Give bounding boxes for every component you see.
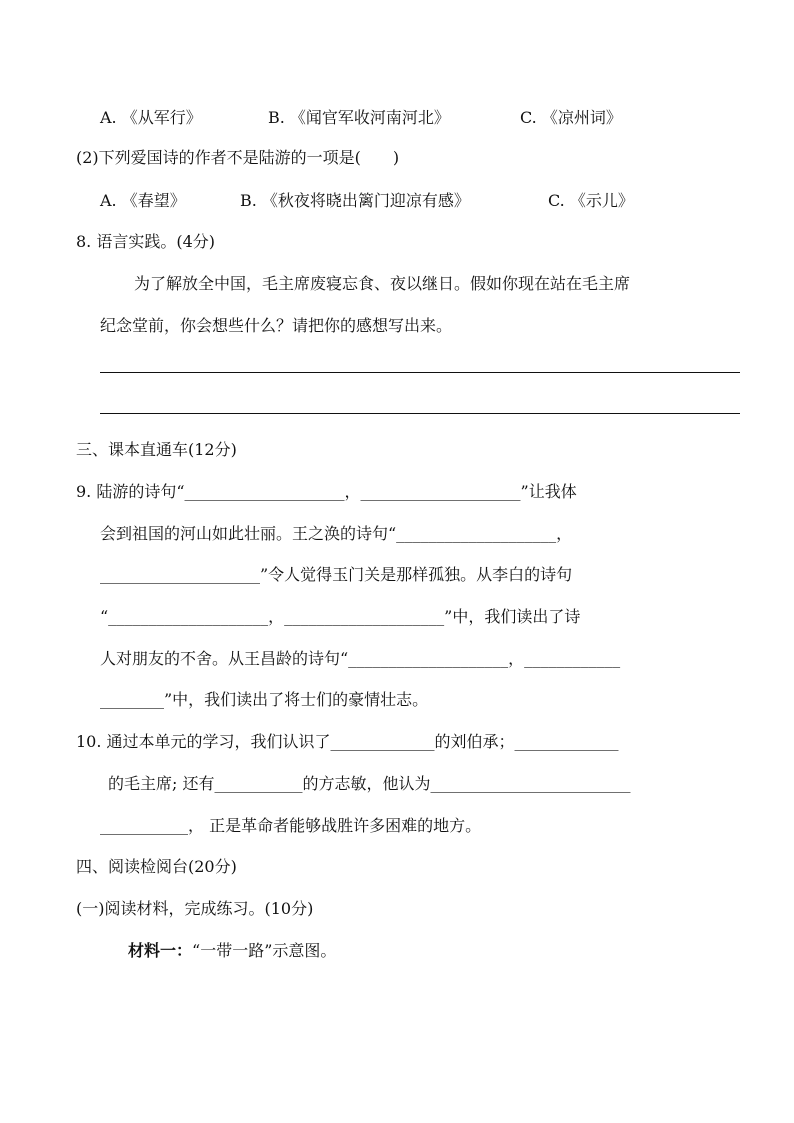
q9-line2: 会到祖国的河山如此壮丽。王之涣的诗句“____________________， bbox=[100, 524, 573, 543]
q7-option-b: B. 《闻官军收河南河北》 bbox=[268, 108, 450, 127]
q8-answer-line2[interactable] bbox=[100, 413, 740, 414]
section3-title: 三、课本直通车(12分) bbox=[76, 440, 237, 459]
material1-label: 材料一： bbox=[128, 941, 193, 960]
q7-2-option-a: A. 《春望》 bbox=[100, 191, 186, 210]
material1-text: “一带一路”示意图。 bbox=[192, 941, 337, 960]
reading1-title: (一)阅读材料，完成练习。(10分) bbox=[76, 899, 314, 918]
q8-prompt-line1: 为了解放全中国，毛主席废寝忘食、夜以继日。假如你现在站在毛主席 bbox=[134, 274, 631, 293]
q9-line6: ________”中，我们读出了将士们的豪情壮志。 bbox=[100, 690, 429, 709]
q7-2-option-b: B. 《秋夜将晓出篱门迎凉有感》 bbox=[240, 191, 470, 210]
q8-answer-line1[interactable] bbox=[100, 372, 740, 373]
q8-prompt-line2: 纪念堂前，你会想些什么？请把你的感想写出来。 bbox=[100, 316, 453, 335]
material1-caption bbox=[128, 940, 336, 962]
q9-line4: “____________________，____________________”中，我们读出了诗 bbox=[100, 607, 581, 626]
q7-option-c: C. 《凉州词》 bbox=[520, 108, 622, 127]
q9-line1: 9. 陆游的诗句“____________________，____________________”让我体 bbox=[76, 482, 577, 501]
q8-title: 8. 语言实践。(4分) bbox=[76, 232, 216, 251]
q10-line2: 的毛主席; 还有___________的方志敏，他认为_________________________ bbox=[108, 774, 631, 793]
q9-line5: 人对朋友的不舍。从王昌龄的诗句“____________________，____________ bbox=[100, 649, 621, 668]
q7-2-option-c: C. 《示儿》 bbox=[548, 191, 634, 210]
q10-line3: ___________， 正是革命者能够战胜许多困难的地方。 bbox=[100, 816, 482, 835]
section4-title: 四、阅读检阅台(20分) bbox=[76, 857, 237, 876]
q10-line1: 10. 通过本单元的学习，我们认识了_____________的刘伯承；_____________ bbox=[76, 732, 619, 751]
q7-option-a: A. 《从军行》 bbox=[100, 108, 202, 127]
q9-line3: ____________________”令人觉得玉门关是那样孤独。从李白的诗句 bbox=[100, 565, 573, 584]
q7-2-stem: (2)下列爱国诗的作者不是陆游的一项是( ) bbox=[76, 148, 400, 167]
